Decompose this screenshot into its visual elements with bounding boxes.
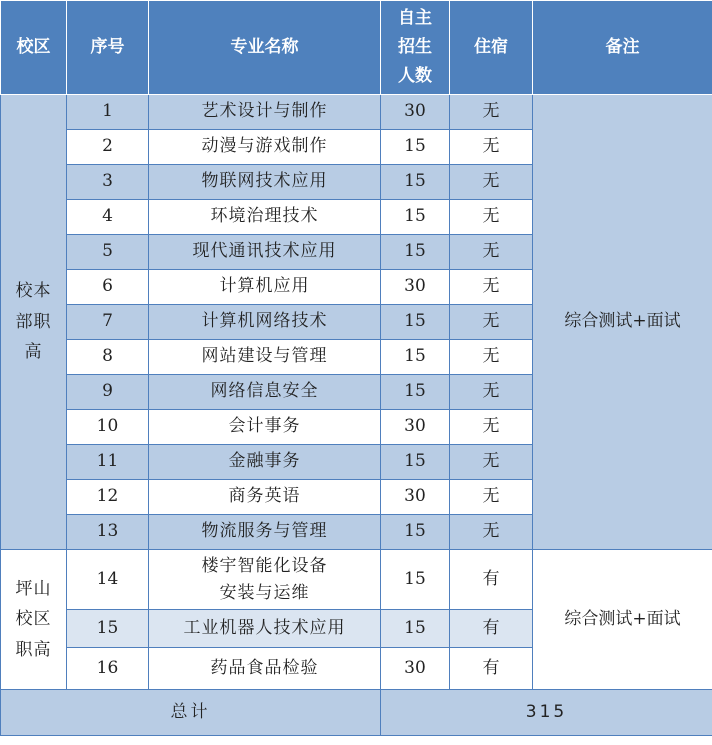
row-dorm: 无: [450, 410, 533, 445]
row-dorm: 无: [450, 200, 533, 235]
row-major-line2: 安装与运维: [219, 582, 310, 603]
note-cell-pingshan: 综合测试+面试: [533, 550, 712, 690]
row-number: 14: [67, 550, 149, 610]
table-row: [1, 95, 712, 130]
row-major: 物流服务与管理: [149, 515, 381, 550]
row-quota: 15: [381, 340, 450, 375]
row-dorm: 无: [450, 340, 533, 375]
header-number: 序号: [67, 1, 149, 95]
row-major: [149, 550, 381, 610]
row-dorm: 无: [450, 515, 533, 550]
campus-pingshan-line1: 坪山: [15, 578, 52, 599]
total-row: [1, 690, 712, 736]
row-dorm: 无: [450, 270, 533, 305]
row-quota: 15: [381, 515, 450, 550]
header-quota-line2: 招生: [398, 37, 432, 58]
row-number: 12: [67, 480, 149, 515]
row-dorm: 有: [450, 550, 533, 610]
row-major: 网站建设与管理: [149, 340, 381, 375]
row-number: 2: [67, 130, 149, 165]
row-number: 5: [67, 235, 149, 270]
header-major-name: 专业名称: [149, 1, 381, 95]
row-quota: 30: [381, 270, 450, 305]
row-number: 4: [67, 200, 149, 235]
row-quota: 15: [381, 235, 450, 270]
row-quota: 15: [381, 610, 450, 648]
row-number: 9: [67, 375, 149, 410]
row-dorm: 有: [450, 648, 533, 690]
header-quota: [381, 1, 450, 95]
total-value: 315: [381, 690, 712, 736]
note-cell-main: 综合测试+面试: [533, 95, 712, 550]
row-number: 8: [67, 340, 149, 375]
header-quota-line1: 自主: [398, 8, 432, 29]
row-number: 7: [67, 305, 149, 340]
campus-main-line2: 部职: [15, 311, 52, 332]
row-major: 工业机器人技术应用: [149, 610, 381, 648]
campus-main-line3: 高: [24, 342, 43, 363]
row-dorm: 无: [450, 235, 533, 270]
row-number: 6: [67, 270, 149, 305]
row-major: 金融事务: [149, 445, 381, 480]
row-major: 动漫与游戏制作: [149, 130, 381, 165]
row-major-line1: 楼宇智能化设备: [201, 556, 328, 577]
row-quota: 15: [381, 305, 450, 340]
row-dorm: 无: [450, 445, 533, 480]
header-quota-line3: 人数: [398, 65, 432, 86]
header-row: [1, 1, 712, 95]
header-note: 备注: [533, 1, 712, 95]
row-major: 现代通讯技术应用: [149, 235, 381, 270]
campus-cell-pingshan: [1, 550, 67, 690]
row-quota: 15: [381, 130, 450, 165]
row-quota: 15: [381, 200, 450, 235]
row-major: 环境治理技术: [149, 200, 381, 235]
campus-pingshan-line3: 职高: [15, 639, 52, 660]
row-major: 物联网技术应用: [149, 165, 381, 200]
row-major: 网络信息安全: [149, 375, 381, 410]
row-dorm: 有: [450, 610, 533, 648]
row-quota: 30: [381, 95, 450, 130]
row-number: 13: [67, 515, 149, 550]
row-quota: 30: [381, 410, 450, 445]
row-major: 会计事务: [149, 410, 381, 445]
row-quota: 15: [381, 550, 450, 610]
header-campus: 校区: [1, 1, 67, 95]
row-major: 艺术设计与制作: [149, 95, 381, 130]
row-number: 15: [67, 610, 149, 648]
row-quota: 30: [381, 480, 450, 515]
total-label: 总计: [1, 690, 381, 736]
row-quota: 30: [381, 648, 450, 690]
table-row: [1, 550, 712, 610]
table-body: [1, 95, 712, 690]
row-number: 11: [67, 445, 149, 480]
row-major: 商务英语: [149, 480, 381, 515]
row-dorm: 无: [450, 130, 533, 165]
campus-main-line1: 校本: [15, 281, 52, 302]
row-dorm: 无: [450, 480, 533, 515]
header-dorm: 住宿: [450, 1, 533, 95]
row-quota: 15: [381, 375, 450, 410]
campus-cell-main: [1, 95, 67, 550]
row-dorm: 无: [450, 165, 533, 200]
table-footer: [1, 690, 712, 736]
row-quota: 15: [381, 445, 450, 480]
row-number: 10: [67, 410, 149, 445]
row-number: 1: [67, 95, 149, 130]
table-header: [1, 1, 712, 95]
row-quota: 15: [381, 165, 450, 200]
row-number: 3: [67, 165, 149, 200]
row-major: 计算机网络技术: [149, 305, 381, 340]
row-major: 药品食品检验: [149, 648, 381, 690]
campus-pingshan-line2: 校区: [15, 609, 52, 630]
row-number: 16: [67, 648, 149, 690]
row-major: 计算机应用: [149, 270, 381, 305]
row-dorm: 无: [450, 375, 533, 410]
row-dorm: 无: [450, 305, 533, 340]
row-dorm: 无: [450, 95, 533, 130]
